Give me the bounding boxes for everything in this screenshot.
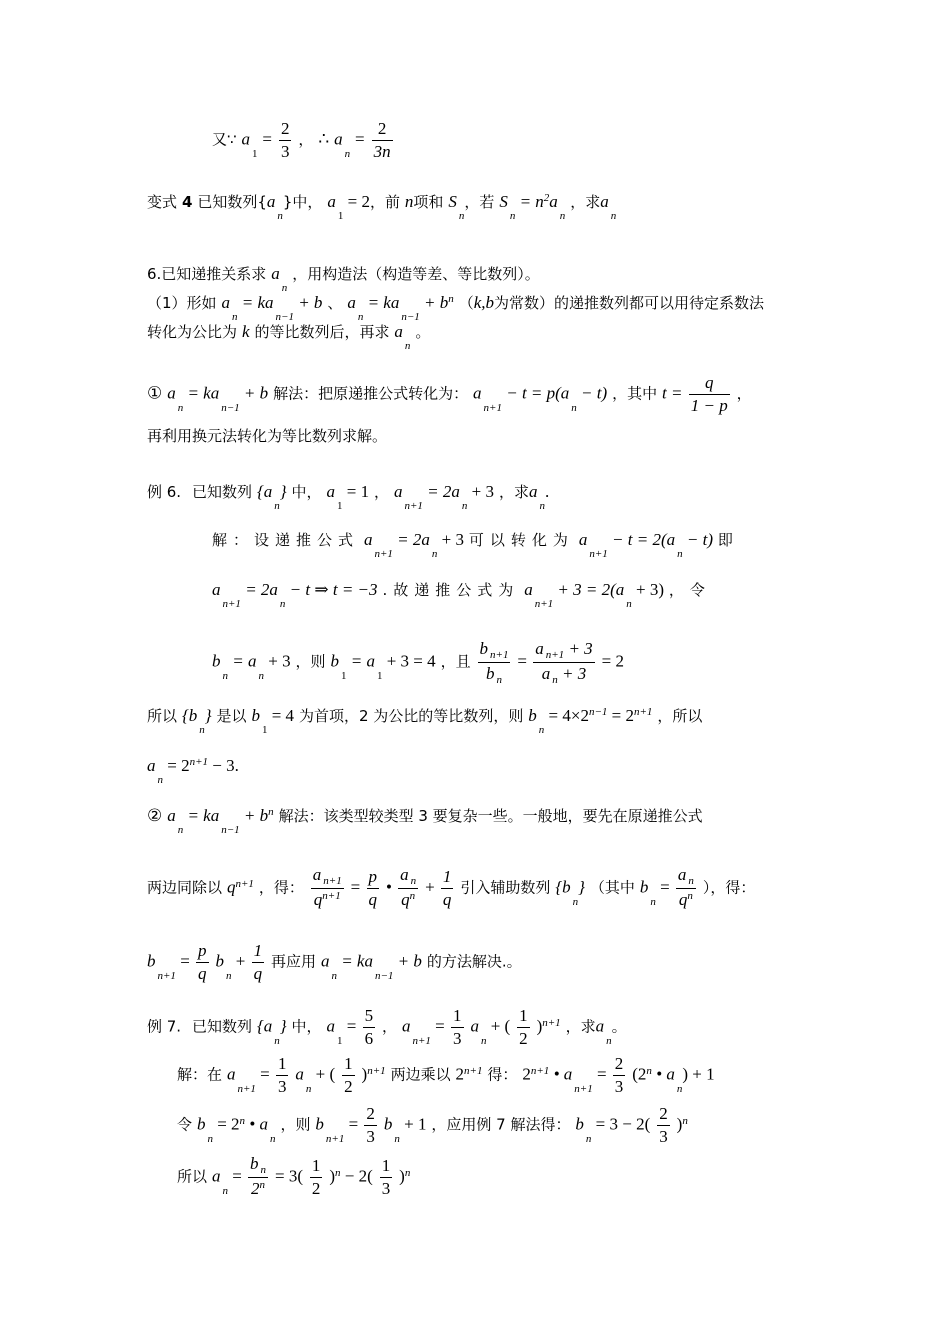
fraction: $\frac{p}{q}$ [368, 867, 377, 909]
form-1-line: （1）形如 $a_n = ka_{n-1} + b$ 、 $a_n = ka_{n-1} + b^n$ （k,b为常数）的递推数列都可以用待定系数法 [147, 293, 765, 323]
fraction: $\frac{1}{3}$ [277, 1054, 287, 1096]
method-2-line-2: 两边同除以 $q^{n+1}$ ，得： $\frac{a _{n+1}}{q^{n+1}}$ = $\frac{p}{q}$ • $\frac{a _n}{q^n}$ + $\frac{1}{q}$ 引入辅助数列 $\{b_n\}$ （其中 $b_n$ = $\frac{a _n}{q^n}$ ），得： [147, 864, 755, 913]
method-2-line-3: $b_{n+1}$ = $\frac{p}{q}$ $b_n$ + $\frac{1}{q}$ 再应用 $a_n = ka_{n-1} + b$ 的方法解决.。 [147, 941, 522, 983]
solution-7-line-2: 令 $b_n = 2^n$ • $a_n$ ，则 $b_{n+1}$ = $\frac{2}{3}$ $b_n + 1$ ，应用例 7 解法得： $b_n = 3 - 2$( $\frac{2}{3}$ )$^n$ [177, 1104, 688, 1146]
fraction: $\frac{2}{3}$ [659, 1104, 668, 1146]
fraction: $\frac{a _n}{q^n}$ [677, 865, 694, 909]
method-1-line-2: 再利用换元法转化为等比数列求解。 [147, 427, 388, 445]
section-6-title: 6.已知递推关系求 $a_n$ ，用构造法（构造等差、等比数列）。 [147, 264, 540, 294]
method-1-line: ① $a_n = ka_{n-1} + b$ 解法：把原递推公式转化为： $a_{n+1} - t = p(a_n - t)$ ，其中 t = $\frac{q}{1 - p}$ ， [147, 373, 752, 415]
solution-7-line-1: 解：在 $a_{n+1}$ = $\frac{1}{3}$ $a_n$ + ( $\frac{1}{2}$ )$^{n+1}$ 两边乘以 $2^{n+1}$ 得： $2^{n+1}$ • $a_{n+1}$ = $\frac{2}{3}$ (2$^n$ • $a_n) + 1$ [177, 1054, 715, 1096]
fraction: $\frac{2}{3n}$ [373, 119, 391, 161]
fraction: $\frac{a _n}{q^n}$ [400, 865, 417, 909]
variant-4-problem: 变式 4 已知数列$\{a_n\}$中， $a_1 = 2$，前 n项和 $S_n$，若 $S_n = n^2a_n$ ，求$a_n$ [147, 192, 617, 222]
fraction: $\frac{b _{n+1}}{b _n}$ [479, 639, 509, 686]
fraction: $\frac{1}{3}$ [381, 1156, 391, 1198]
fraction: $\frac{p}{q}$ [198, 941, 207, 983]
fraction: $\frac{q}{1 - p}$ [690, 373, 728, 415]
fraction: $\frac{2}{3}$ [614, 1054, 624, 1096]
line-given-a1: 又∵ $a_1$ = $\frac{2}{3}$ ， ∴ $a_n$ = $\frac{2}{3n}$ [212, 119, 391, 161]
fraction: $\frac{b _n}{2^n}$ [250, 1154, 267, 1198]
form-1-line-2: 转化为公比为 k 的等比数列后，再求 $a_n$ 。 [147, 322, 431, 352]
fraction: $\frac{1}{q}$ [253, 941, 263, 983]
example-6-problem: 例 6. 已知数列 $\{a_n\}$ 中， $a_1 = 1$ ， $a_{n+1} = 2a_n + 3$ ，求$a_n$. [147, 482, 550, 512]
solution-7-line-3: 所以 $a_n$ = $\frac{b _n}{2^n}$ = 3( $\frac{1}{2}$ )$^n$ − 2( $\frac{1}{3}$ )$^n$ [177, 1153, 410, 1202]
fraction: $\frac{2}{3}$ [366, 1104, 375, 1146]
fraction: $\frac{1}{2}$ [344, 1054, 353, 1096]
solution-6-line-3: $b_n = a_n + 3$ ，则 $b_1 = a_1 + 3 = 4$ ，且 $\frac{b _{n+1}}{b _n}$ = $\frac{a _{n+1} + 3}{a _n + 3}$ = 2 [212, 639, 624, 686]
fraction: $\frac{5}{6}$ [364, 1006, 374, 1048]
solution-6-line-5: $a_n = 2^{n+1} - 3$. [147, 756, 239, 786]
fraction: $\frac{1}{q}$ [442, 867, 452, 909]
fraction: $\frac{2}{3}$ [280, 119, 290, 161]
solution-6-line-2: $a_{n+1} = 2a_n - t$ ⇒ t = −3 .故递推公式为 $a_{n+1} + 3 = 2(a_n + 3)$ ，令 [212, 580, 711, 610]
solution-6-line-1: 解：设递推公式 $a_{n+1} = 2a_n + 3$ 可以转化为 $a_{n+1} - t = 2(a_n - t)$ 即 [212, 530, 733, 560]
fraction: $\frac{1}{3}$ [453, 1006, 462, 1048]
fraction: $\frac{a _{n+1}}{q^{n+1}}$ [312, 865, 342, 909]
method-2-line: ② $a_n = ka_{n-1} + b^n$ 解法：该类型较类型 3 要复杂一些。一般地，要先在原递推公式 [147, 806, 703, 836]
fraction: $\frac{1}{2}$ [519, 1006, 528, 1048]
fraction: $\frac{1}{2}$ [311, 1156, 321, 1198]
fraction: $\frac{a _{n+1} + 3}{a _n + 3}$ [535, 639, 593, 686]
example-7-problem: 例 7. 已知数列 $\{a_n\}$ 中， $a_1$ = $\frac{5}{6}$ ， $a_{n+1}$ = $\frac{1}{3}$ $a_n$ + ( $\frac{1}{2}$ )$^{n+1}$ ，求$a_n$。 [147, 1006, 627, 1048]
solution-6-line-4: 所以 $\{b_n\}$ 是以 $b_1 = 4$ 为首项，2 为公比的等比数列，则 $b_n = 4\times 2^{n-1} = 2^{n+1}$ ，所以 [147, 706, 703, 736]
